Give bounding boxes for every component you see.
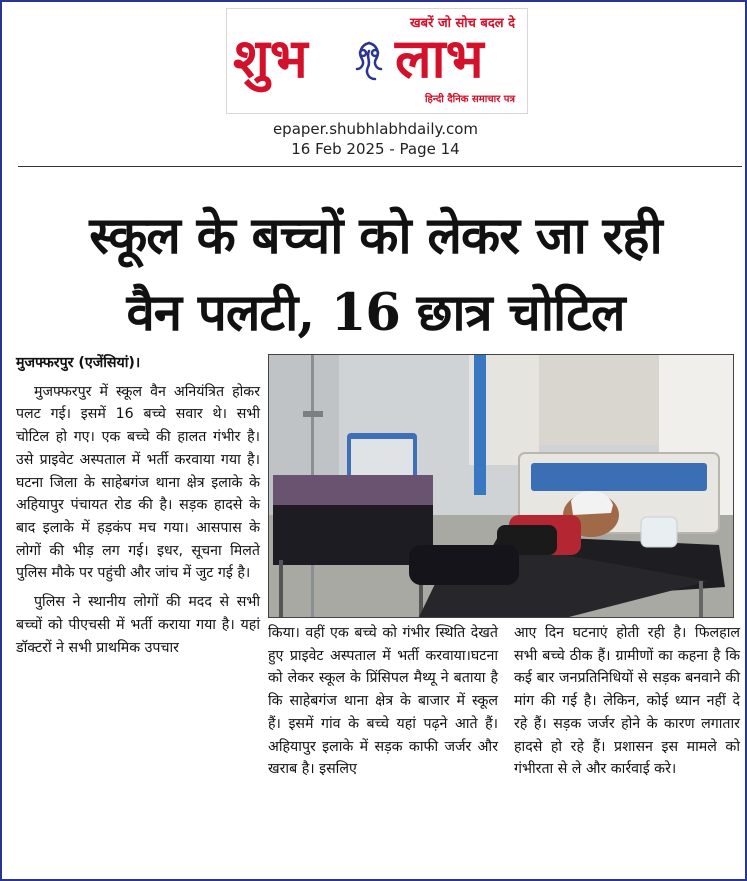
article-column-3 <box>514 622 740 787</box>
logo-text-left: शुभ <box>233 27 308 90</box>
edition-date-page: 16 Feb 2025 - Page 14 <box>291 140 460 158</box>
article-column-2 <box>268 622 498 787</box>
hospital-ward-photo-icon <box>269 355 733 617</box>
article-photo <box>268 354 734 618</box>
masthead-logo[interactable] <box>226 8 528 114</box>
article-column-1 <box>16 352 260 665</box>
headline-line-1: स्कूल के बच्चों को लेकर जा रही <box>89 206 662 266</box>
article-paragraph: आए दिन घटनाएं होती रही है। फिलहाल सभी बच्चे ठीक हैं। ग्रामीणों का कहना है कि कई बार जनप्रतिनिधियों से सड़क बनवाने की मांग की गई है। लेकिन, कोई ध्यान नहीं दे रहे हैं। सड़क जर्जर होने के कारण लगातार हादसे हो रहे हैं। प्रशासन इस मामले को गंभीरता से ले और कार्रवाई करे। <box>514 625 740 778</box>
header-divider <box>18 166 742 167</box>
masthead-tagline: खबरें जो सोच बदल दे <box>410 16 515 31</box>
ganesha-emblem-icon <box>349 39 389 85</box>
article-paragraph: पुलिस ने स्थानीय लोगों की मदद से सभी बच्चों को पीएचसी में भर्ती कराया गया है। यहां डॉक्टरों ने सभी प्राथमिक उपचार <box>16 594 260 656</box>
logo-text-right: लाभ <box>395 27 484 90</box>
article-headline <box>12 198 739 351</box>
edition-site-url: epaper.shubhlabhdaily.com <box>272 120 479 138</box>
article-paragraph: किया। वहीं एक बच्चे को गंभीर स्थिति देखते हुए प्राइवेट अस्पताल में भर्ती करवाया।घटना को लेकर स्कूल के प्रिंसिपल मैथ्यू ने बताया है कि साहेबगंज थाना क्षेत्र के बाजार में स्कूल हैं। इसमें गांव के बच्चे यहां पढ़ने आते हैं। अहियापुर इलाके में सड़क काफी जर्जर और खराब है। इसलिए <box>268 625 498 778</box>
headline-line-2: वैन पलटी, 16 छात्र चोटिल <box>126 282 625 343</box>
masthead-subtitle: हिन्दी दैनिक समाचार पत्र <box>424 94 515 105</box>
article-dateline: मुजफ्फरपुर (एजेंसियां)। <box>16 355 141 371</box>
article-paragraph: मुजफ्फरपुर में स्कूल वैन अनियंत्रित होकर पलट गई। इसमें 16 बच्चे सवार थे। सभी चोटिल हो गए। एक बच्चे की हालत गंभीर है। उसे प्राइवेट अस्पताल में भर्ती करवाया गया है। घटना जिला के साहेबगंज थाना क्षेत्र इलाके के अहियापुर पंचायत रोड की है। सड़क हादसे के बाद इलाके में हड़कंप मच गया। आसपास के लोगों की भीड़ लग गई। इधर, सूचना मिलते पुलिस मौके पर पहुंची और जांच में जुट गई है। <box>16 383 260 582</box>
